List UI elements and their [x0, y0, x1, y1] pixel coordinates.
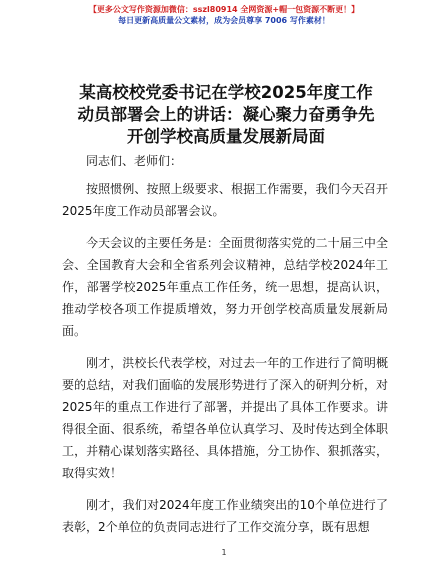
page-number: 1: [221, 548, 227, 557]
body-paragraph: 按照惯例、按照上级要求、根据工作需要，我们今天召开2025年度工作动员部署会议。: [62, 182, 388, 218]
body-paragraph: 刚才，我们对2024年度工作业绩突出的10个单位进行了表彰，2个单位的负责同志进行了工作交流分享，既有思想: [62, 498, 388, 534]
document-title: 某高校校党委书记在学校2025年度工作动员部署会上的讲话：凝心聚力奋勇争先开创学校高质量发展新局面: [77, 83, 375, 146]
salutation: 同志们、老师们：: [86, 154, 183, 168]
promo-banner-line-1: 【更多公文写作资源加微信：sszl80914 全网资源+帽一包资源不断更！】: [88, 5, 360, 14]
promo-banner: [0, 4, 448, 26]
body-paragraph: 刚才，洪校长代表学校，对过去一年的工作进行了简明概要的总结，对我们面临的发展形势进行了深入的研判分析，对2025年的重点工作进行了部署，并提出了具体工作要求。讲得很全面、很系统，希望各单位认真学习、及时传达到全体职工，并精心谋划落实路径、具体措施，分工协作、狠抓落实，取得实效！: [62, 356, 388, 480]
body-paragraph: 今天会议的主要任务是：全面贯彻落实党的二十届三中全会、全国教育大会和全省系列会议精神，总结学校2024年工作，部署学校2025年重点工作任务，统一思想，提高认识，推动学校各项工作提质增效，努力开创学校高质量发展新局面。: [62, 236, 388, 338]
document-body: [62, 150, 388, 548]
promo-banner-line-2: 每日更新高质量公文素材，成为会员尊享 7006 写作素材！: [118, 16, 330, 25]
